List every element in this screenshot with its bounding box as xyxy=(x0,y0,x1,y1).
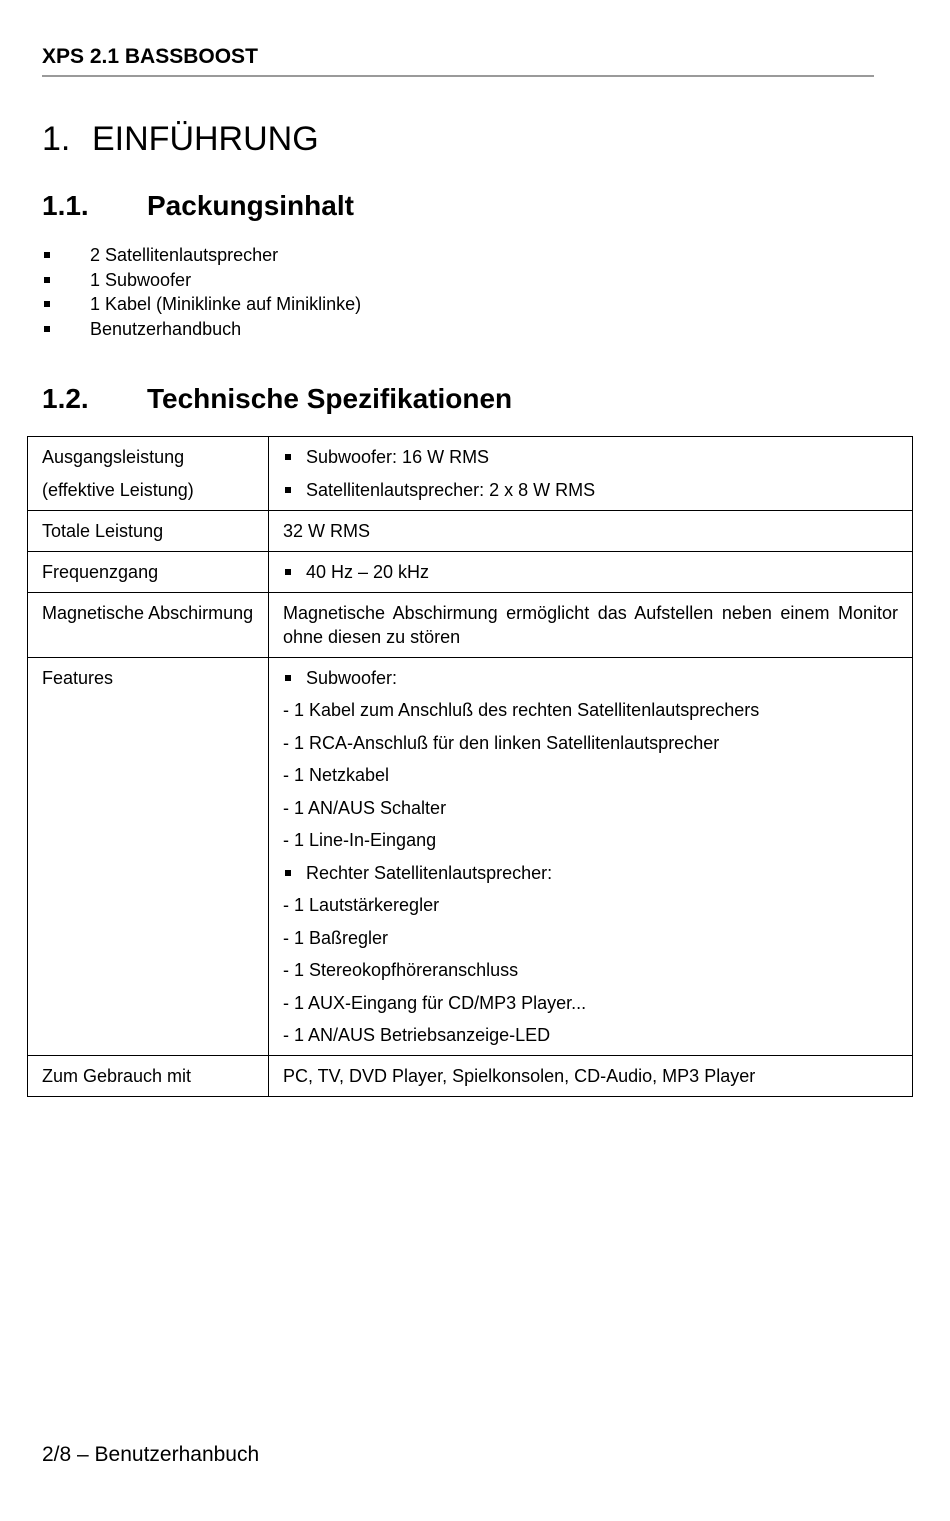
square-bullet-icon xyxy=(44,301,50,307)
table-row xyxy=(28,551,913,592)
spec-value-cell: Magnetische Abschirmung ermöglicht das Aufstellen neben einem Monitor ohne diesen zu stören xyxy=(269,592,913,657)
square-bullet-icon xyxy=(44,277,50,283)
section-1-1-title: Packungsinhalt xyxy=(147,190,354,221)
section-1-2-number: 1.2. xyxy=(42,383,89,414)
spec-label-cell: Magnetische Abschirmung xyxy=(28,592,269,657)
section-1-title: EINFÜHRUNG xyxy=(92,120,319,158)
package-contents-list xyxy=(42,243,361,341)
section-1-1-heading xyxy=(42,190,354,222)
document-header-title: XPS 2.1 BASSBOOST xyxy=(42,45,258,68)
square-bullet-icon xyxy=(285,569,291,575)
section-1-1-number: 1.1. xyxy=(42,190,89,221)
list-item: 2 Satellitenlautsprecher xyxy=(42,243,361,268)
square-bullet-icon xyxy=(285,675,291,681)
spec-value-cell: PC, TV, DVD Player, Spielkonsolen, CD-Audio, MP3 Player xyxy=(269,1056,913,1097)
section-1-2-title: Technische Spezifikationen xyxy=(147,383,513,414)
section-1-number: 1. xyxy=(42,120,71,158)
square-bullet-icon xyxy=(285,870,291,876)
table-row xyxy=(28,437,913,511)
spec-label-cell: Ausgangsleistung (effektive Leistung) xyxy=(28,437,269,511)
section-1-2-heading xyxy=(42,383,512,415)
spec-label-cell: Features xyxy=(28,657,269,1056)
list-item: 1 Kabel (Miniklinke auf Miniklinke) xyxy=(42,292,361,317)
table-row xyxy=(28,510,913,551)
table-row xyxy=(28,1056,913,1097)
square-bullet-icon xyxy=(285,454,291,460)
spec-value-cell: Subwoofer: 16 W RMS Satellitenlautsprecher: 2 x 8 W RMS xyxy=(269,437,913,511)
table-row xyxy=(28,657,913,1056)
spec-label-cell: Totale Leistung xyxy=(28,510,269,551)
page-footer: 2/8 – Benutzerhanbuch xyxy=(42,1443,260,1466)
table-row xyxy=(28,592,913,657)
list-item: 1 Subwoofer xyxy=(42,268,361,293)
spec-value-cell: 40 Hz – 20 kHz xyxy=(269,551,913,592)
square-bullet-icon xyxy=(44,326,50,332)
header-divider xyxy=(42,75,874,77)
section-1-heading xyxy=(42,120,319,159)
specifications-table xyxy=(27,436,913,1097)
square-bullet-icon xyxy=(285,487,291,493)
square-bullet-icon xyxy=(44,252,50,258)
spec-value-cell: Subwoofer: - 1 Kabel zum Anschluß des rechten Satellitenlautsprechers - 1 RCA-Anschluß für den linken Satellitenlautsprecher - 1 Netzkabel - 1 AN/AUS Schalter - 1 Line-In-Eingang Rechter Satellitenlautsprecher: - 1 Lautstärkeregler - 1 Baßregler - 1 Stereokopfhöreranschluss - 1 AUX-Eingang für CD/MP3 Player... - 1 AN/AUS Betriebsanzeige-LED xyxy=(269,657,913,1056)
spec-label-cell: Zum Gebrauch mit xyxy=(28,1056,269,1097)
spec-label-cell: Frequenzgang xyxy=(28,551,269,592)
spec-value-cell: 32 W RMS xyxy=(269,510,913,551)
list-item: Benutzerhandbuch xyxy=(42,317,361,342)
